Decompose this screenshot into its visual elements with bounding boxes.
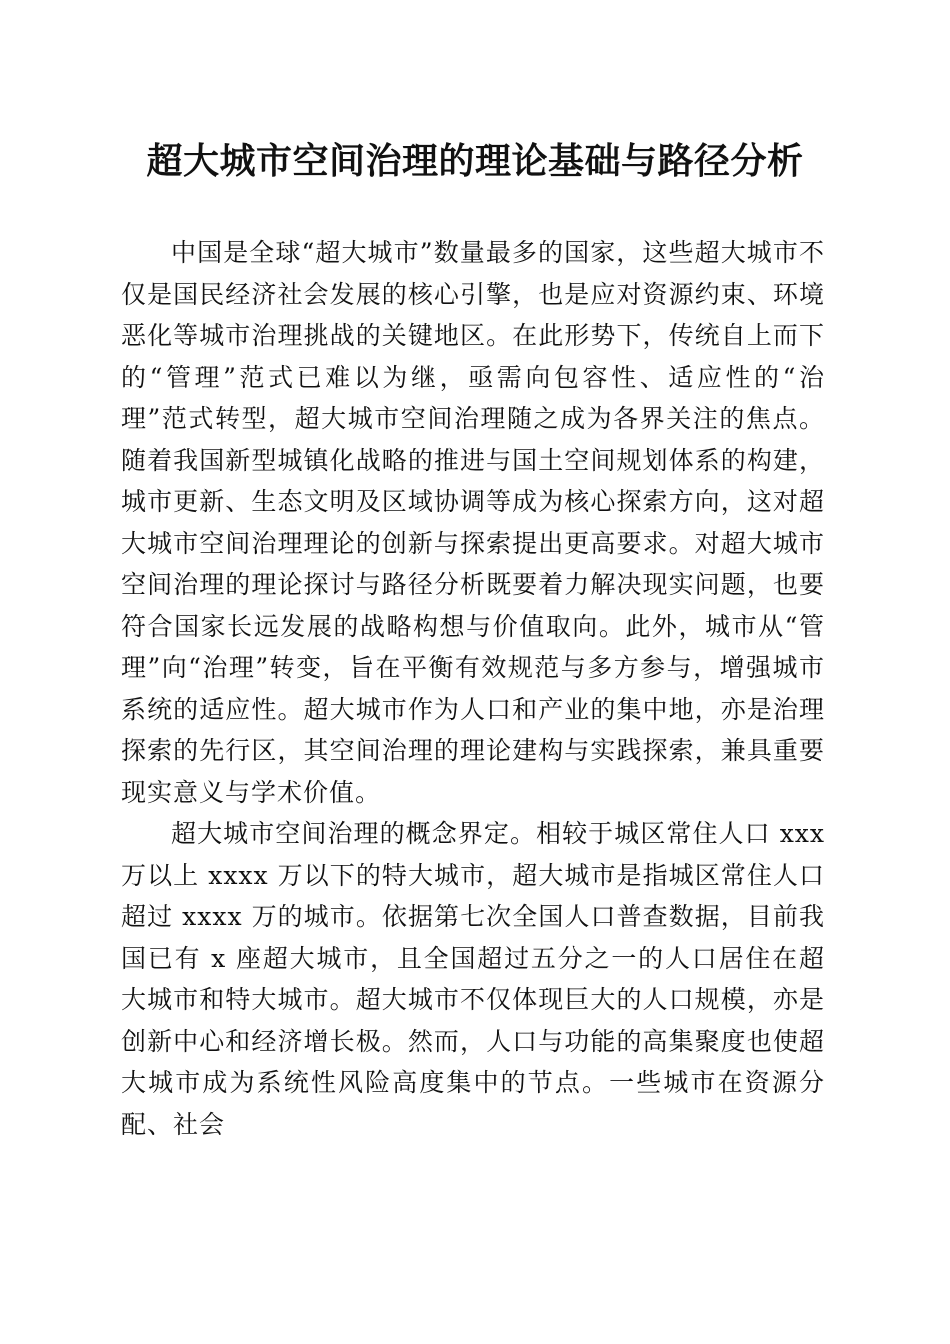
paragraph-definition: 超大城市空间治理的概念界定。相较于城区常住人口 xxx 万以上 xxxx 万以下的特大城市，超大城市是指城区常住人口超过 xxxx 万的城市。依据第七次全国人口普查数据，目前我国已有 x 座超大城市，且全国超过五分之一的人口居住在超大城市和特大城市。超大城市不仅体现巨大的人口规模，亦是创新中心和经济增长极。然而，人口与功能的高集聚度也使超大城市成为系统性风险高度集中的节点。一些城市在资源分配、社会 xyxy=(121,819,825,1139)
document-title: 超大城市空间治理的理论基础与路径分析 xyxy=(146,140,804,182)
paragraph-intro: 中国是全球“超大城市”数量最多的国家，这些超大城市不仅是国民经济社会发展的核心引擎，也是应对资源约束、环境恶化等城市治理挑战的关键地区。在此形势下，传统自上而下的“管理”范式已难以为继，亟需向包容性、适应性的“治理”范式转型，超大城市空间治理随之成为各界关注的焦点。随着我国新型城镇化战略的推进与国土空间规划体系的构建，城市更新、生态文明及区域协调等成为核心探索方向，这对超大城市空间治理理论的创新与探索提出更高要求。对超大城市空间治理的理论探讨与路径分析既要着力解决现实问题，也要符合国家长远发展的战略构想与价值取向。此外，城市从“管理”向“治理”转变，旨在平衡有效规范与多方参与，增强城市系统的适应性。超大城市作为人口和产业的集中地，亦是治理探索的先行区，其空间治理的理论建构与实践探索，兼具重要现实意义与学术价值。 xyxy=(121,238,825,807)
document-body xyxy=(121,232,825,1145)
